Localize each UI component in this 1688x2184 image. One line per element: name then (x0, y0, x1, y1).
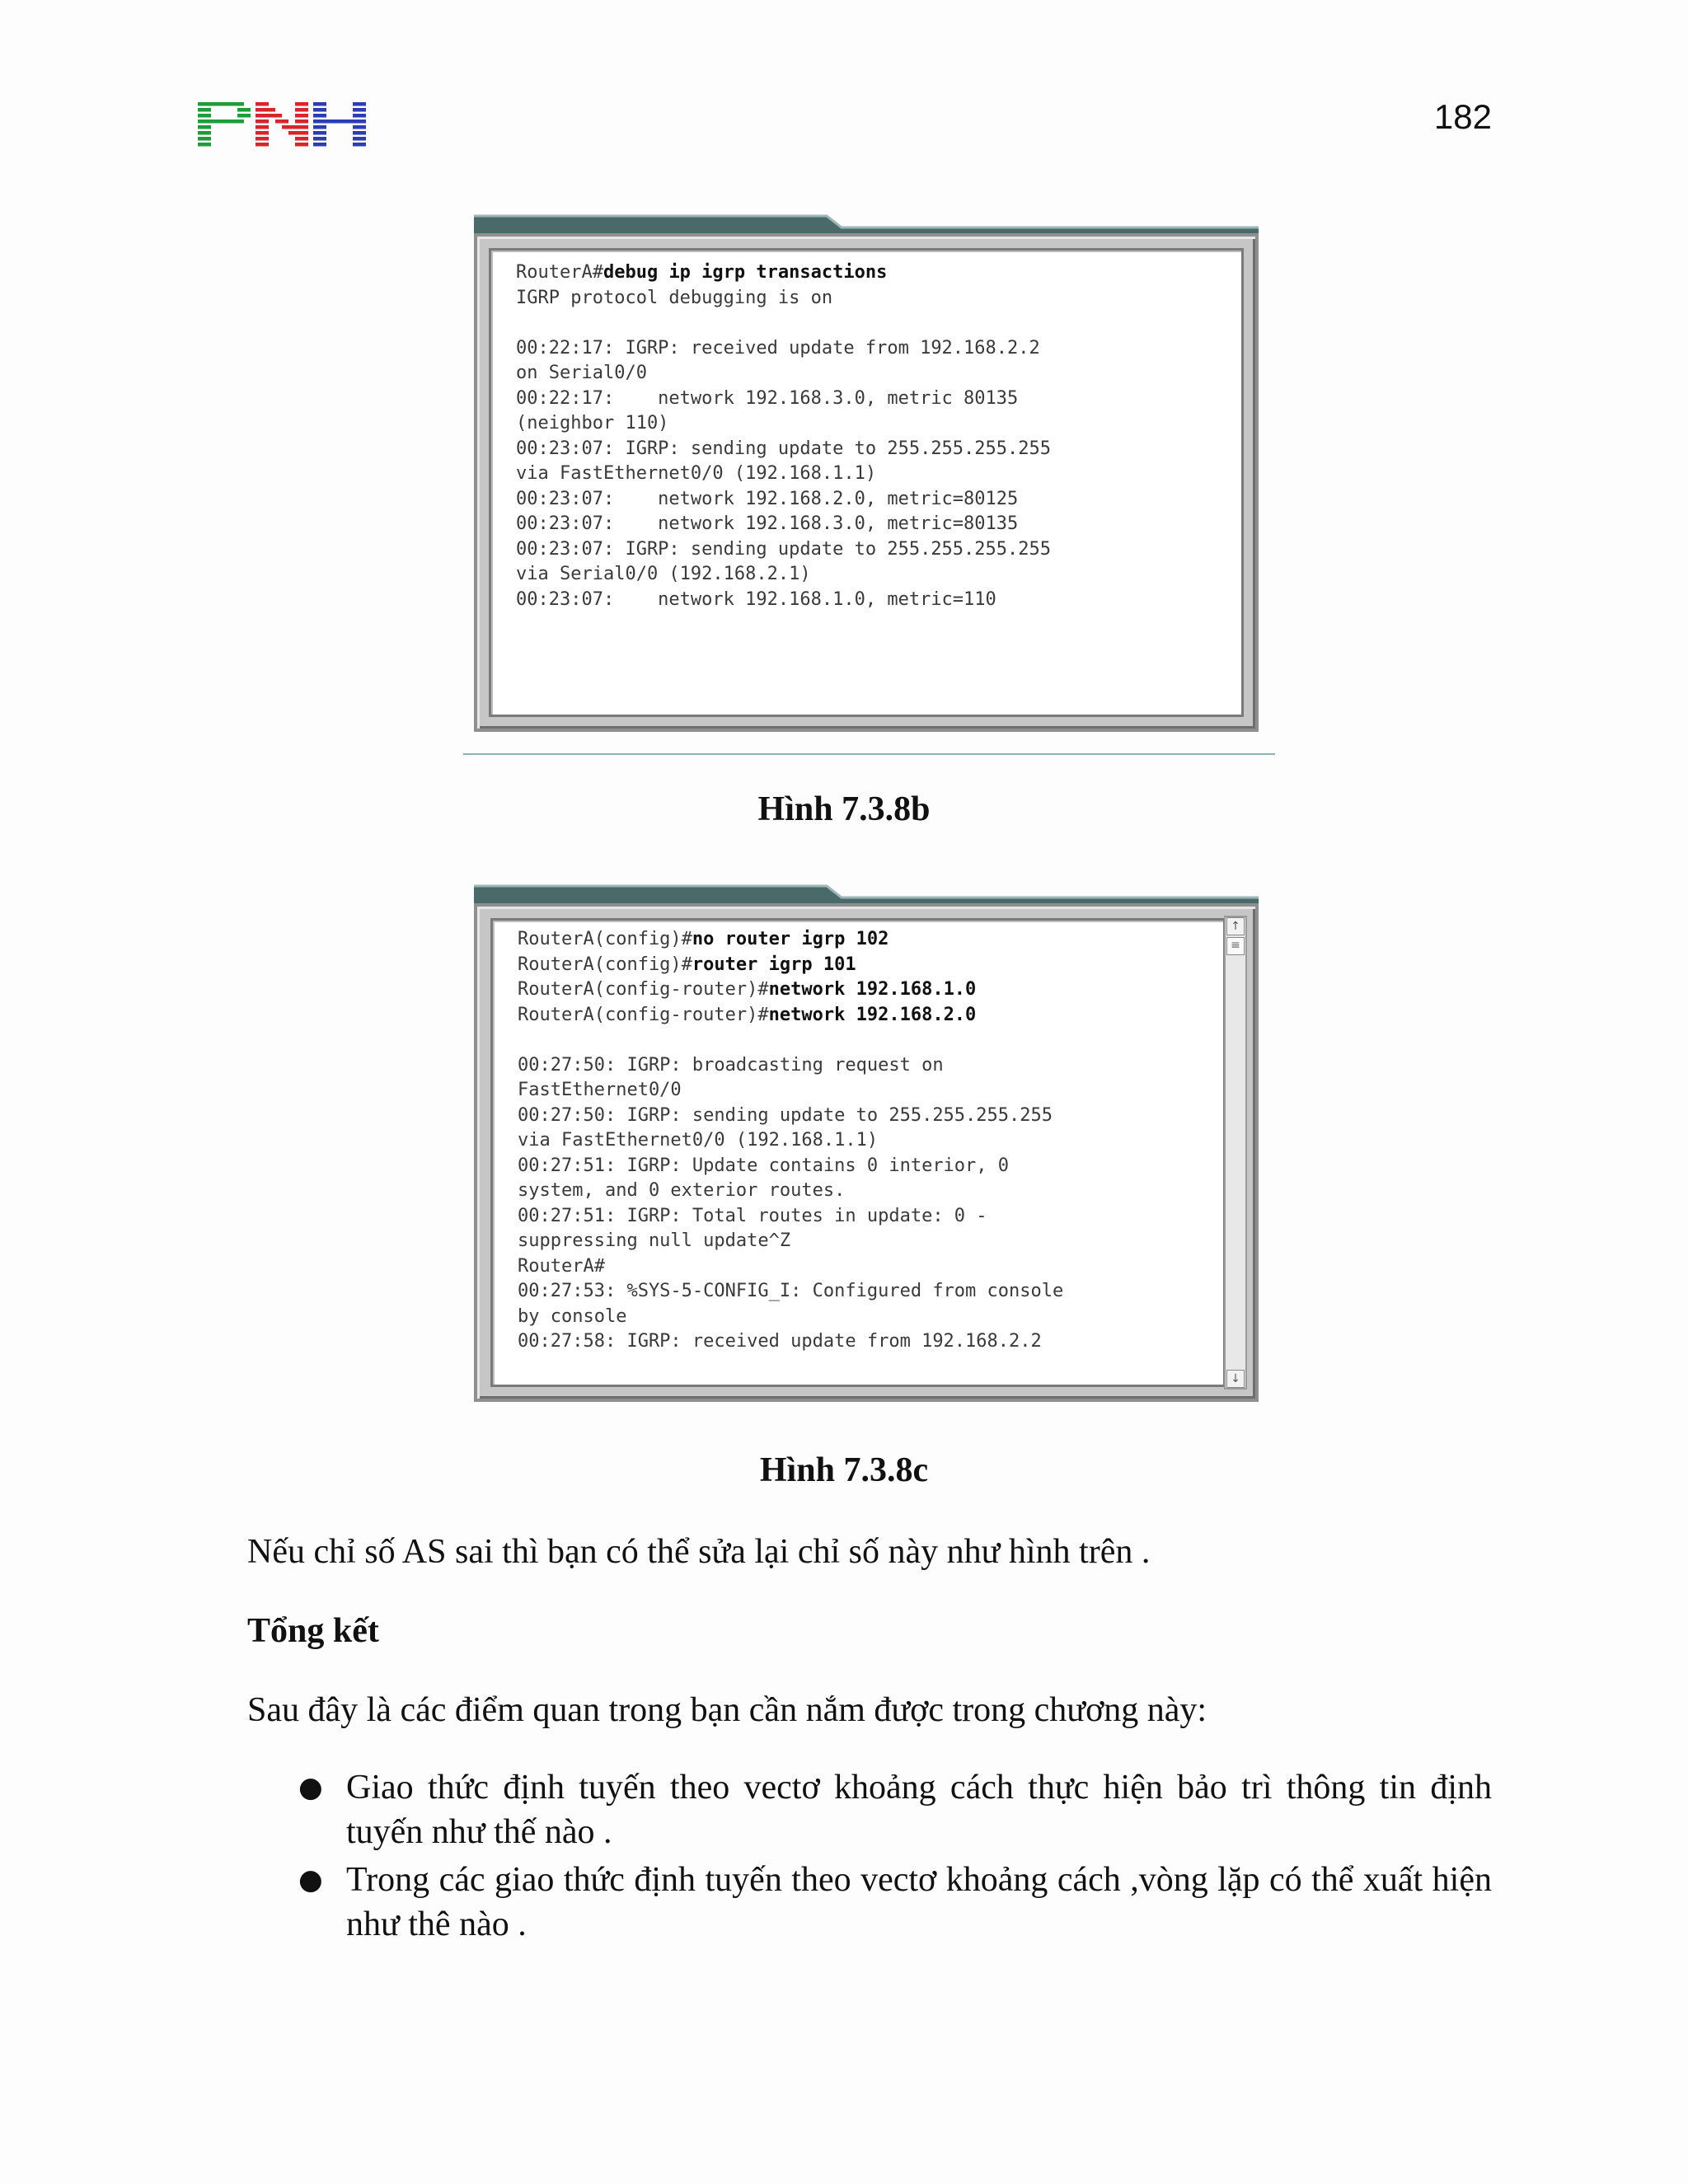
terminal-line: 00:27:50: IGRP: sending update to 255.255.255.255 (518, 1104, 1053, 1126)
logo-stroke (198, 137, 204, 141)
logo-stroke (204, 131, 211, 135)
logo-stroke (313, 143, 320, 147)
logo-stroke (204, 143, 211, 147)
logo-stroke (204, 120, 211, 124)
logo-stroke (224, 102, 231, 106)
logo-stroke (295, 131, 302, 135)
terminal-window-config (474, 881, 1259, 1402)
prompt-text: RouterA(config-router)# (518, 1004, 769, 1025)
logo-stroke (237, 108, 244, 112)
logo-stroke (353, 125, 359, 129)
logo-stroke (231, 102, 237, 106)
logo-stroke (295, 120, 302, 124)
prompt-text: RouterA(config)# (518, 929, 692, 949)
logo-stroke (353, 131, 359, 135)
logo-stroke (295, 137, 302, 141)
list-item-text: Giao thức định tuyến theo vectơ khoảng cách thực hiện bảo trì thông tin định tuyến như thế nào . (346, 1769, 1492, 1851)
vertical-scrollbar[interactable] (1224, 916, 1247, 1390)
logo-stroke (231, 120, 237, 124)
logo-stroke (237, 120, 244, 124)
logo-stroke (262, 143, 269, 147)
logo-stroke (353, 143, 359, 147)
list-item (247, 1858, 1492, 1947)
logo-stroke (359, 131, 366, 135)
logo-stroke (256, 108, 262, 112)
logo-stroke (256, 125, 262, 129)
list-item-text: Trong các giao thức định tuyến theo vectơ khoảng cách ,vòng lặp có thể xuất hiện như thê nào . (346, 1861, 1492, 1943)
prompt-text: RouterA# (516, 262, 603, 283)
logo-stroke (262, 137, 269, 141)
logo-stroke (313, 137, 320, 141)
scroll-down-icon[interactable]: ↓ (1226, 1370, 1245, 1388)
logo-stroke (340, 120, 346, 124)
logo-stroke (313, 114, 320, 118)
page-number: 182 (1433, 97, 1492, 136)
logo-stroke (302, 125, 308, 129)
logo-stroke (211, 102, 218, 106)
terminal-line: 00:27:53: %SYS-5-CONFIG_I: Configured from console (518, 1281, 1064, 1301)
terminal-line: 00:27:50: IGRP: broadcasting request on (518, 1054, 944, 1076)
logo-stroke (204, 108, 211, 112)
logo-stroke (302, 114, 308, 118)
terminal-line: 00:23:07: network 192.168.3.0, metric=80135 (516, 513, 1019, 534)
logo-stroke (302, 102, 308, 106)
logo-stroke (198, 143, 204, 147)
logo-stroke (224, 120, 231, 124)
logo-stroke (320, 131, 326, 135)
logo-stroke (198, 114, 204, 118)
terminal-line: system, and 0 exterior routes. (518, 1180, 846, 1201)
body-paragraph-intro: Sau đây là các điểm quan trong bạn cần nắm được trong chương này: (247, 1691, 1207, 1729)
logo-stroke (218, 120, 224, 124)
logo-stroke (320, 102, 326, 106)
summary-bullet-list (247, 1765, 1492, 1947)
pnh-logo (198, 102, 366, 148)
logo-stroke (359, 108, 366, 112)
section-heading: Tổng kết (247, 1612, 379, 1650)
logo-stroke (262, 102, 269, 106)
terminal-line: 00:23:07: network 192.168.2.0, metric=80125 (516, 488, 1019, 509)
logo-stroke (256, 137, 262, 141)
logo-stroke (204, 137, 211, 141)
terminal-frame (474, 903, 1259, 1402)
command-text: router igrp 101 (692, 954, 856, 975)
terminal-line: 00:27:51: IGRP: Update contains 0 interior, 0 (518, 1155, 1010, 1176)
logo-stroke (313, 120, 320, 124)
logo-stroke (302, 120, 308, 124)
logo-stroke (269, 108, 275, 112)
logo-stroke (288, 125, 295, 129)
logo-stroke (353, 137, 359, 141)
terminal-line: (neighbor 110) (516, 413, 669, 434)
logo-stroke (353, 114, 359, 118)
logo-stroke (302, 131, 308, 135)
logo-stroke (320, 108, 326, 112)
logo-stroke (262, 131, 269, 135)
list-item (247, 1765, 1492, 1854)
logo-stroke (359, 120, 366, 124)
logo-stroke (211, 120, 218, 124)
terminal-line: via FastEthernet0/0 (192.168.1.1) (516, 463, 877, 484)
logo-stroke (313, 125, 320, 129)
logo-stroke (262, 120, 269, 124)
terminal-line: 00:23:07: network 192.168.1.0, metric=110 (516, 588, 996, 610)
terminal-line: suppressing null update^Z (518, 1230, 791, 1251)
logo-stroke (218, 102, 224, 106)
logo-stroke (256, 120, 262, 124)
logo-stroke (302, 143, 308, 147)
logo-stroke (302, 108, 308, 112)
terminal-line: 00:27:58: IGRP: received update from 192.168.2.2 (518, 1331, 1042, 1352)
terminal-line: RouterA# (518, 1255, 605, 1277)
logo-stroke (346, 120, 353, 124)
logo-stroke (333, 120, 340, 124)
logo-stroke (204, 114, 211, 118)
logo-stroke (353, 102, 359, 106)
body-paragraph: Nếu chỉ số AS sai thì bạn có thể sửa lại chỉ số này như hình trên . (247, 1533, 1151, 1571)
logo-stroke (282, 125, 288, 129)
terminal-line: IGRP protocol debugging is on (516, 287, 833, 308)
terminal-line (518, 927, 889, 952)
terminal-line (518, 977, 976, 1002)
prompt-text: RouterA(config)# (518, 954, 692, 975)
logo-stroke (256, 131, 262, 135)
logo-stroke (198, 131, 204, 135)
scroll-thumb[interactable]: ≡ (1226, 937, 1245, 955)
logo-stroke (295, 114, 302, 118)
terminal-line: via FastEthernet0/0 (192.168.1.1) (518, 1130, 879, 1151)
terminal-screen (489, 248, 1244, 717)
logo-stroke (262, 114, 269, 118)
logo-stroke (262, 125, 269, 129)
logo-stroke (288, 131, 295, 135)
logo-stroke (295, 143, 302, 147)
logo-stroke (237, 114, 244, 118)
logo-stroke (320, 125, 326, 129)
terminal-line (518, 1003, 976, 1028)
logo-stroke (275, 120, 282, 124)
logo-stroke (269, 114, 275, 118)
terminal-line: on Serial0/0 (516, 363, 647, 383)
logo-stroke (244, 108, 251, 112)
logo-stroke (198, 108, 204, 112)
terminal-frame (474, 233, 1259, 732)
logo-stroke (198, 102, 204, 106)
command-text: network 192.168.2.0 (768, 1004, 977, 1025)
logo-stroke (282, 120, 288, 124)
terminal-line: 00:23:07: IGRP: sending update to 255.255.255.255 (516, 538, 1052, 560)
logo-stroke (295, 108, 302, 112)
terminal-line: FastEthernet0/0 (518, 1080, 682, 1100)
command-text: debug ip igrp transactions (603, 262, 888, 283)
logo-stroke (320, 137, 326, 141)
logo-stroke (320, 143, 326, 147)
logo-stroke (359, 102, 366, 106)
logo-stroke (204, 102, 211, 106)
logo-stroke (256, 143, 262, 147)
terminal-screen (490, 918, 1226, 1387)
terminal-line (516, 260, 887, 285)
logo-stroke (313, 102, 320, 106)
logo-stroke (198, 125, 204, 129)
bullet-icon: ● (298, 1771, 323, 1804)
logo-stroke (353, 120, 359, 124)
command-text: no router igrp 102 (692, 929, 889, 949)
logo-stroke (320, 114, 326, 118)
logo-stroke (204, 125, 211, 129)
prompt-text: RouterA(config-router)# (518, 979, 769, 1000)
terminal-line (518, 953, 856, 977)
logo-stroke (295, 125, 302, 129)
logo-stroke (359, 114, 366, 118)
logo-stroke (359, 125, 366, 129)
logo-stroke (313, 131, 320, 135)
logo-stroke (275, 114, 282, 118)
logo-stroke (320, 120, 326, 124)
logo-stroke (359, 143, 366, 147)
terminal-line: via Serial0/0 (192.168.2.1) (516, 564, 811, 584)
logo-stroke (256, 102, 262, 106)
logo-stroke (313, 108, 320, 112)
logo-stroke (244, 114, 251, 118)
logo-stroke (295, 102, 302, 106)
logo-stroke (302, 137, 308, 141)
figure-caption-c: Hình 7.3.8c (759, 1451, 929, 1489)
figure-caption-b: Hình 7.3.8b (757, 790, 931, 828)
logo-stroke (198, 120, 204, 124)
terminal-line: by console (518, 1305, 627, 1327)
logo-stroke (262, 108, 269, 112)
terminal-window-debug (474, 211, 1259, 732)
terminal-line: 00:22:17: IGRP: received update from 192.168.2.2 (516, 337, 1040, 359)
logo-stroke (326, 120, 333, 124)
terminal-line: 00:27:51: IGRP: Total routes in update: 0 - (518, 1205, 987, 1226)
figure-divider (463, 753, 1275, 755)
logo-stroke (256, 114, 262, 118)
logo-stroke (237, 102, 244, 106)
bullet-icon: ● (298, 1863, 323, 1896)
terminal-line: 00:23:07: IGRP: sending update to 255.255.255.255 (516, 438, 1052, 459)
command-text: network 192.168.1.0 (768, 979, 977, 1000)
logo-stroke (353, 108, 359, 112)
logo-stroke (359, 137, 366, 141)
terminal-line: 00:22:17: network 192.168.3.0, metric 80135 (516, 387, 1019, 409)
scroll-up-icon[interactable]: ↑ (1226, 917, 1245, 935)
